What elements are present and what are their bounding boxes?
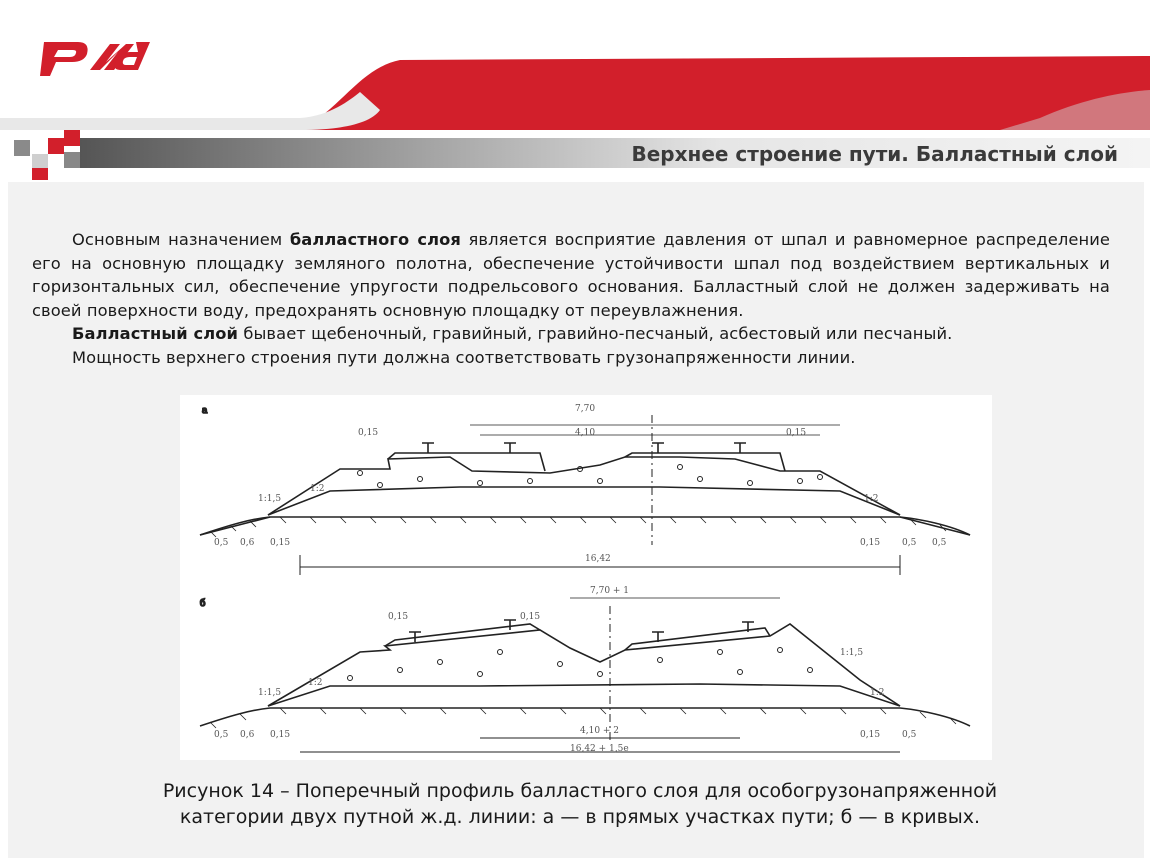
paragraph-purpose: Основным назначением балластного слоя является восприятие давления от шпал и равномерное распределение его на основную площадку земляного полотна, обеспечение устойчивости шпал под воздействием вертикальных и горизонтальных сил, обеспечение упругости подрельсового основания. Балластный слой не должен задерживать на своей поверхности воду, предохранять основную площадку от переувлажнения.: [32, 230, 1111, 320]
svg-text:0,5: 0,5: [902, 730, 917, 740]
svg-text:0,15: 0,15: [860, 730, 881, 740]
svg-text:0,15: 0,15: [388, 612, 409, 622]
svg-text:0,6: 0,6: [240, 538, 255, 548]
svg-text:0,15: 0,15: [520, 612, 541, 622]
svg-text:1:2: 1:2: [870, 688, 885, 698]
profile-b-label: б: [200, 599, 206, 609]
profile-a-dimensions: [214, 404, 947, 564]
header-banner: [0, 0, 1150, 130]
svg-text:0,15: 0,15: [270, 730, 291, 740]
rzd-logo: [38, 30, 153, 80]
svg-text:0,5: 0,5: [214, 538, 229, 548]
body-text: [32, 228, 1110, 369]
caption-line-1: Рисунок 14 – Поперечный профиль балластного слоя для особогрузонапряженной: [162, 780, 998, 802]
svg-text:0,6: 0,6: [240, 730, 255, 740]
profile-b-dimensions: [214, 586, 917, 754]
ballast-profile-figure: [180, 395, 992, 760]
svg-text:0,15: 0,15: [270, 538, 291, 548]
svg-text:4,10: 4,10: [575, 428, 596, 438]
profile-a-label: а: [202, 406, 208, 416]
svg-text:16,42 + 1,5e: 16,42 + 1,5e: [570, 744, 629, 754]
figure-caption: [60, 778, 1100, 830]
svg-text:1:1,5: 1:1,5: [258, 688, 282, 698]
svg-text:0,5: 0,5: [902, 538, 917, 548]
svg-text:1:1,5: 1:1,5: [840, 648, 864, 658]
svg-text:1:2: 1:2: [308, 678, 323, 688]
svg-text:0,15: 0,15: [786, 428, 807, 438]
svg-text:1:2: 1:2: [864, 494, 879, 504]
svg-text:0,15: 0,15: [860, 538, 881, 548]
svg-text:0,5: 0,5: [932, 538, 947, 548]
slide-title: Верхнее строение пути. Балластный слой: [631, 142, 1118, 166]
paragraph-capacity: Мощность верхнего строения пути должна соответствовать грузонапряженности линии.: [72, 347, 856, 367]
paragraph-types: Балластный слой бывает щебеночный, гравийный, гравийно-песчаный, асбестовый или песчаный.: [72, 324, 953, 343]
svg-text:1:1,5: 1:1,5: [258, 494, 282, 504]
svg-text:16,42: 16,42: [585, 554, 611, 564]
svg-text:7,70 + 1: 7,70 + 1: [590, 586, 630, 596]
svg-text:7,70: 7,70: [575, 404, 596, 414]
svg-text:0,5: 0,5: [214, 730, 229, 740]
svg-text:0,15: 0,15: [358, 428, 379, 438]
caption-line-2: категории двух путной ж.д. линии: а — в прямых участках пути; б — в кривых.: [179, 806, 981, 828]
svg-text:1:2: 1:2: [310, 484, 325, 494]
svg-text:4,10 + 2: 4,10 + 2: [580, 726, 620, 736]
